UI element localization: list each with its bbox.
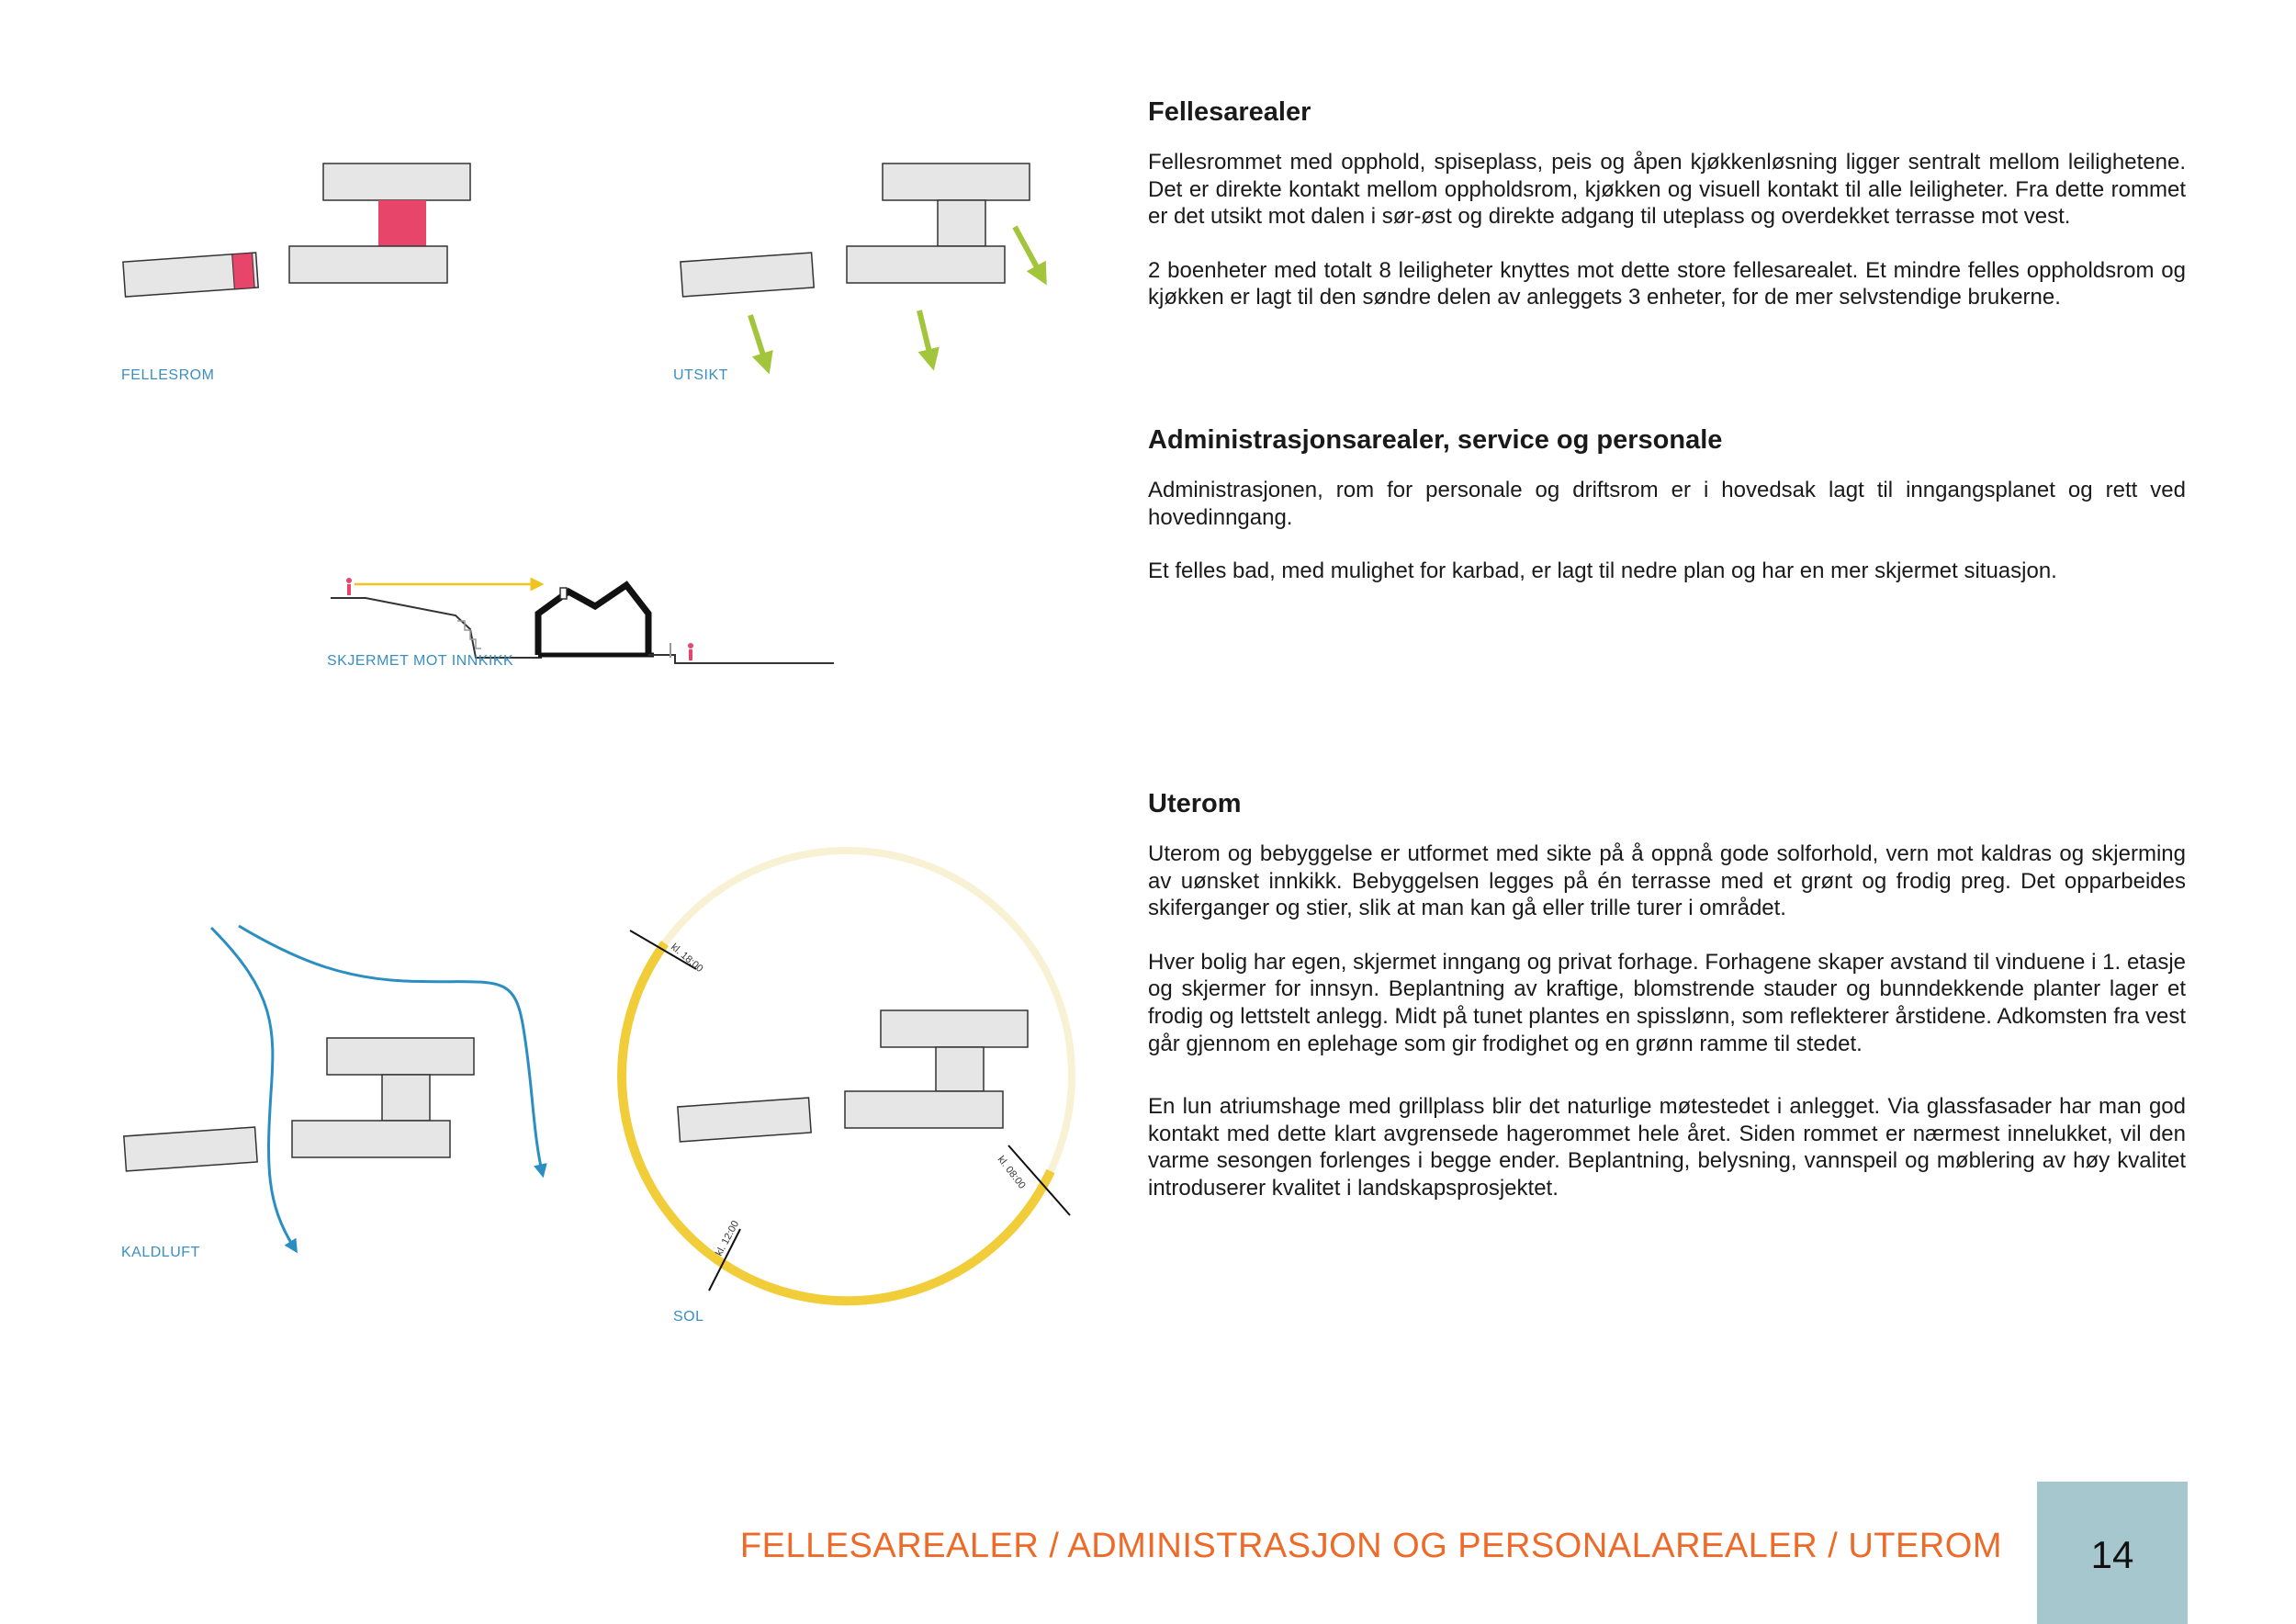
section-title: Uterom xyxy=(1148,789,1242,818)
sol-diagram xyxy=(622,851,1072,1301)
terrain-steps xyxy=(457,621,481,648)
sun-time-label: kl. 12:00 xyxy=(714,1219,742,1258)
building-link xyxy=(936,1047,984,1091)
utsikt-diagram xyxy=(681,164,1041,364)
chimney xyxy=(560,588,567,599)
utsikt-label: UTSIKT xyxy=(673,367,728,383)
building-bottom xyxy=(847,246,1005,283)
sun-time-label: kl. 18:00 xyxy=(669,942,705,976)
section-title: Fellesarealer xyxy=(1148,97,1311,127)
sol-label: SOL xyxy=(673,1309,704,1325)
paragraph: Administrasjonen, rom for personale og driftsrom er i hovedsak lagt til inngangsplanet og rett ved hovedinngang. xyxy=(1148,478,2186,530)
view-arrow xyxy=(750,315,766,364)
uterom-section xyxy=(1148,789,2186,1202)
paragraph: Et felles bad, med mulighet for karbad, er lagt til nedre plan og har en mer skjermet situasjon. xyxy=(1148,558,2057,584)
cold-air-flow xyxy=(211,928,294,1247)
building-top xyxy=(881,1010,1028,1047)
sun-time-label: kl. 08:00 xyxy=(995,1154,1028,1191)
terrain-line xyxy=(331,598,542,658)
building-bottom xyxy=(845,1091,1003,1128)
paragraph: En lun atriumshage med grillplass blir det naturlige møtestedet i anlegget. Via glassfasader har man god kontakt med dette klart avgrensede hagerommet hele året. Siden rommet er nærmest innelukket, vil den varme sesongen forlenges i begge ender. Beplantning, belysning, vannspeil og møblering av høy kvalitet introduserer kvalitet i landskapsprosjektet. xyxy=(1148,1094,2186,1201)
section-title: Administrasjonsarealer, service og personale xyxy=(1148,425,1723,455)
building-link xyxy=(938,200,985,246)
building-top xyxy=(883,164,1030,200)
building-west xyxy=(124,1127,257,1171)
fellesrom-diagram xyxy=(123,164,470,297)
page-number: 14 xyxy=(2090,1533,2134,1576)
paragraph: 2 boenheter med totalt 8 leiligheter knyttes mot dette store fellesarealet. Et mindre felles oppholdsrom og kjøkken er lagt til den søndre delen av anleggets 3 enheter, for de mer selvstendige brukerne. xyxy=(1148,257,2186,310)
building-west-highlight xyxy=(232,253,255,288)
skjermet-label: SKJERMET MOT INNKIKK xyxy=(327,653,514,669)
fellesarealer-section xyxy=(1148,97,2186,311)
ground-low xyxy=(648,655,834,663)
building-link xyxy=(382,1075,430,1121)
administrasjon-section xyxy=(1148,425,2186,585)
paragraph: Fellesrommet med opphold, spiseplass, peis og åpen kjøkkenløsning ligger sentralt mellom leilighetene. Det er direkte kontakt mellom oppholdsrom, kjøkken og visuell kontakt til alle leiligheter. Fra dette rommet er det utsikt mot dalen i sør-øst og direkte adgang til uteplass og overdekket terrasse mot vest. xyxy=(1148,150,2186,230)
house-roof xyxy=(538,585,648,655)
site-diagrams xyxy=(0,0,1139,1378)
view-arrow xyxy=(919,310,931,360)
person-top xyxy=(346,578,352,595)
building-west xyxy=(678,1098,811,1142)
building-top xyxy=(327,1038,474,1075)
kaldluft-label: KALDLUFT xyxy=(121,1245,200,1260)
page-number-box xyxy=(2037,1482,2188,1624)
paragraph: Uterom og bebyggelse er utformet med sikte på å oppnå gode solforhold, vern mot kaldras og skjerming av uønsket innkikk. Bebyggelsen legges på én terrasse med et grønt og frodig preg. Det opparbeides skiferganger og stier, slik at man kan gå eller trille turer i området. xyxy=(1148,841,2186,921)
building-top xyxy=(323,164,470,200)
fellesrom-highlight xyxy=(378,200,426,246)
skjermet-section-diagram xyxy=(331,578,834,663)
footer-title: FELLESAREALER / ADMINISTRASJON OG PERSONALAREALER / UTEROM xyxy=(739,1527,2002,1565)
paragraph: Hver bolig har egen, skjermet inngang og privat forhage. Forhagene skaper avstand til vinduene i 1. etasje og skjermer for innsyn. Beplantning av kraftige, blomstrende stauder og bunndekkende planter lager et frodig og lettstelt anlegg. Midt på tunet plantes en spisslønn, som reflekterer årstidene. Adkomsten fra vest går gjennom en eplehage som gir frodighet og en grønn ramme til stedet. xyxy=(1148,949,2186,1056)
kaldluft-diagram xyxy=(124,926,542,1247)
fellesrom-label: FELLESROM xyxy=(121,367,215,383)
building-bottom xyxy=(289,246,447,283)
view-arrow xyxy=(1015,227,1041,276)
building-bottom xyxy=(292,1121,450,1157)
person-bottom xyxy=(688,643,693,660)
building-west xyxy=(681,253,814,297)
